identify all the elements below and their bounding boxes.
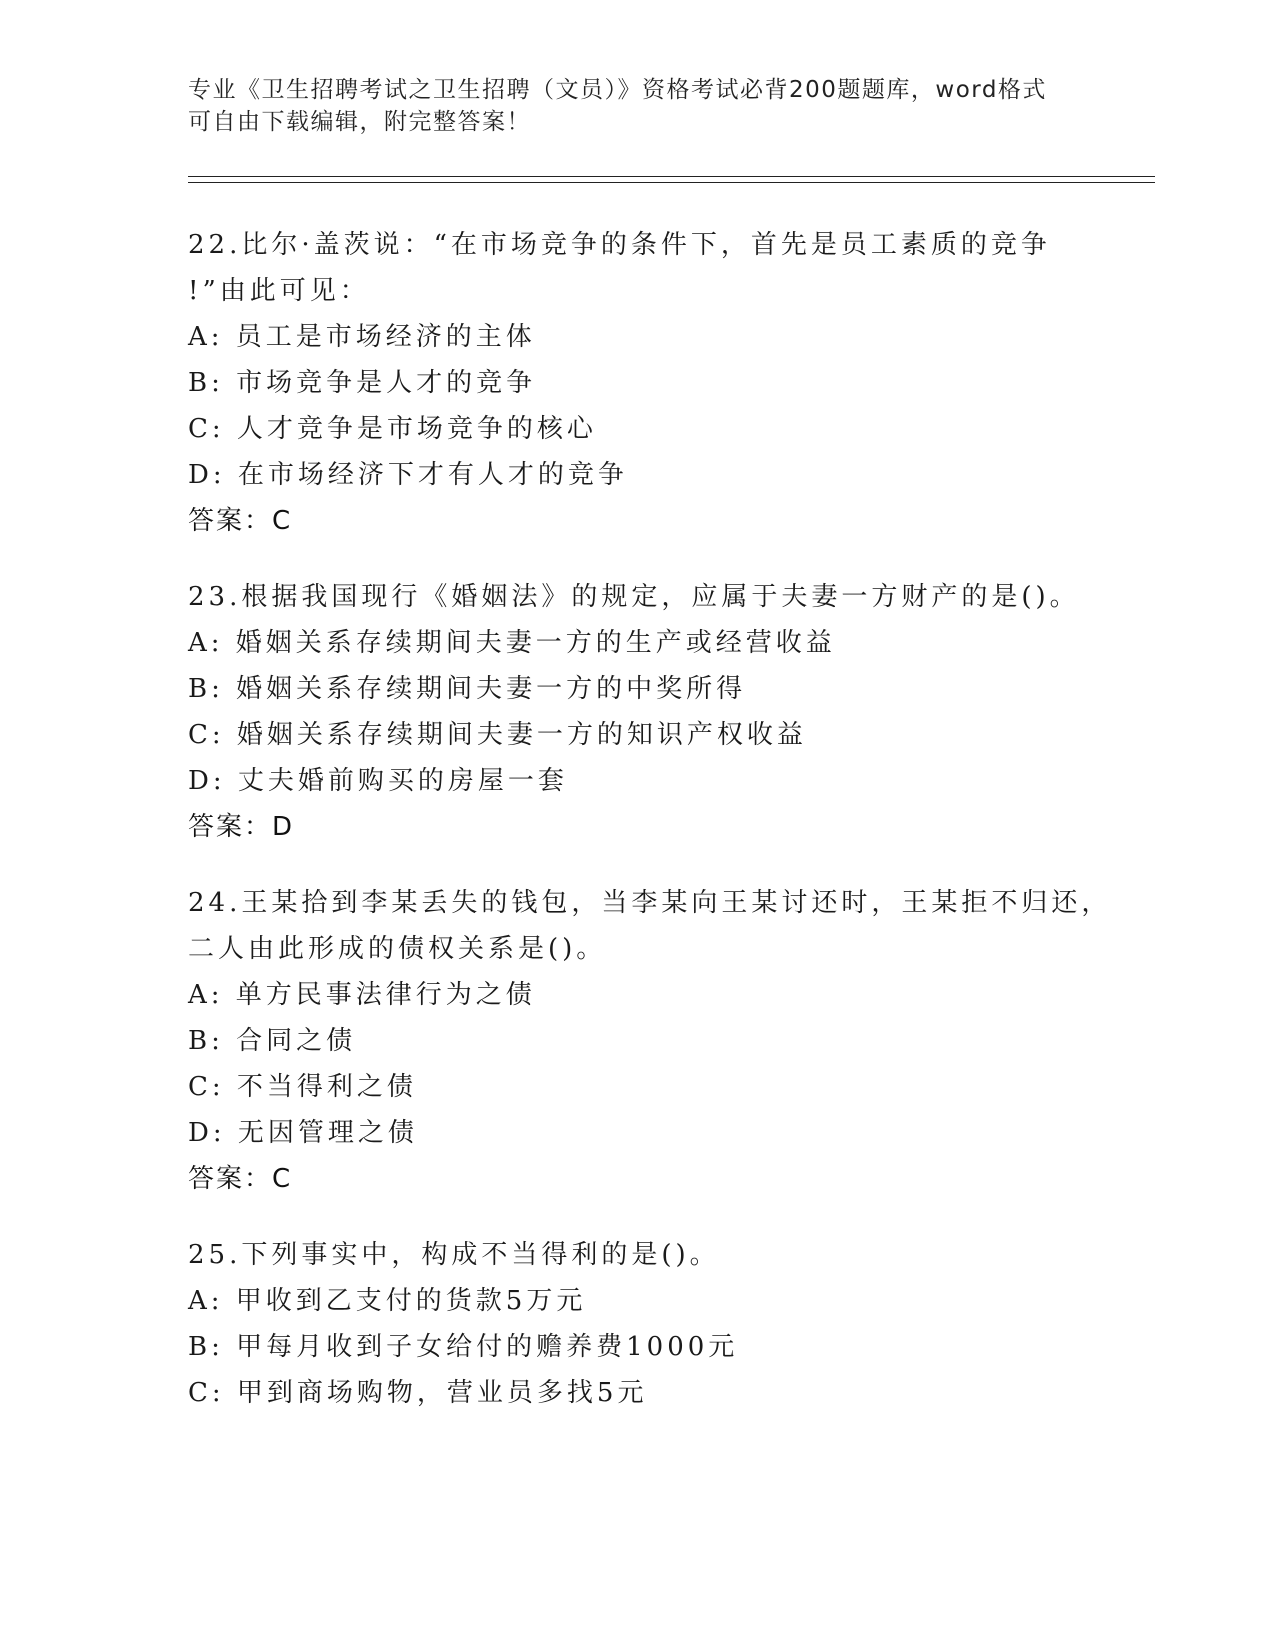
option-b: B: 婚姻关系存续期间夫妻一方的中奖所得 (188, 674, 747, 704)
option-a: A: 甲收到乙支付的货款5万元 (188, 1286, 587, 1316)
option-a: A: 单方民事法律行为之债 (188, 980, 536, 1010)
question-stem-continued: !”由此可见： (188, 276, 370, 306)
question-stem: 25.下列事实中，构成不当得利的是()。 (188, 1240, 720, 1270)
option-c: C: 婚姻关系存续期间夫妻一方的知识产权收益 (188, 720, 807, 750)
option-c: C: 不当得利之债 (188, 1072, 417, 1102)
option-c: C: 人才竞争是市场竞争的核心 (188, 414, 597, 444)
question-stem: 22.比尔·盖茨说：“在市场竞争的条件下，首先是员工素质的竞争 (188, 230, 1051, 260)
question-stem: 23.根据我国现行《婚姻法》的规定，应属于夫妻一方财产的是()。 (188, 582, 1080, 612)
option-a: A: 员工是市场经济的主体 (188, 322, 536, 352)
document-header (188, 74, 1088, 138)
question-25 (188, 1232, 1088, 1416)
answer: 答案：C (188, 1164, 293, 1194)
question-23 (188, 574, 1088, 850)
option-c: C: 甲到商场购物，营业员多找5元 (188, 1378, 648, 1408)
option-a: A: 婚姻关系存续期间夫妻一方的生产或经营收益 (188, 628, 836, 658)
question-stem-continued: 二人由此形成的债权关系是()。 (188, 934, 607, 964)
answer: 答案：D (188, 812, 295, 842)
option-b: B: 甲每月收到子女给付的赡养费1000元 (188, 1332, 739, 1362)
header-line-2: 可自由下载编辑，附完整答案！ (188, 109, 531, 135)
question-22 (188, 222, 1088, 544)
header-divider-top (188, 176, 1155, 177)
header-divider-bottom (188, 182, 1155, 183)
option-b: B: 市场竞争是人才的竞争 (188, 368, 537, 398)
header-line-1: 专业《卫生招聘考试之卫生招聘（文员）》资格考试必背200题题库，word格式 (188, 77, 1047, 103)
question-24 (188, 880, 1112, 1202)
answer: 答案：C (188, 506, 293, 536)
option-b: B: 合同之债 (188, 1026, 357, 1056)
question-stem: 24.王某拾到李某丢失的钱包，当李某向王某讨还时，王某拒不归还， (188, 888, 1112, 918)
option-d: D: 丈夫婚前购买的房屋一套 (188, 766, 568, 796)
option-d: D: 在市场经济下才有人才的竞争 (188, 460, 628, 490)
option-d: D: 无因管理之债 (188, 1118, 418, 1148)
